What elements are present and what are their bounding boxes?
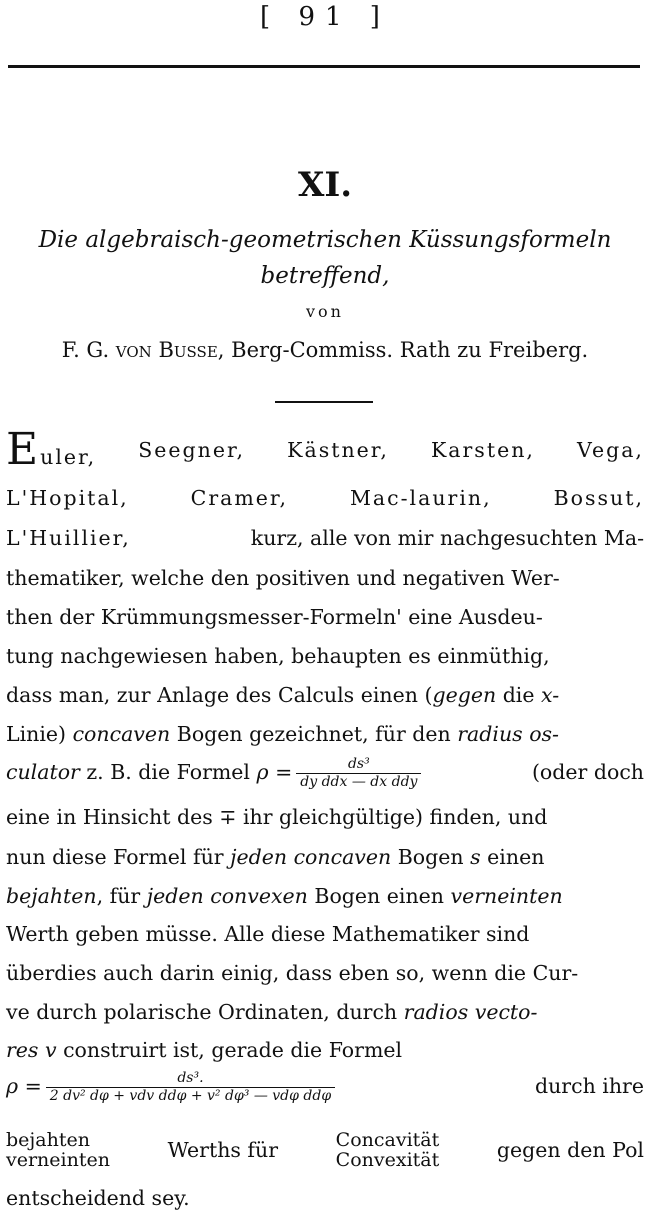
text-line: überdies auch darin einig, dass eben so, wenn die Cur- bbox=[6, 961, 579, 985]
text-line: thematiker, welche den positiven und negativen Wer- bbox=[6, 566, 560, 590]
text-line-formula-2: ρ = $\frac{\text{ds³.}}{\text{2 dv² dφ + vdv ddφ + v² dφ³ — vdφ ddφ}}$ durch ihre bbox=[6, 1070, 644, 1104]
text-line: eine in Hinsicht des ∓ ihr gleichgültige) finden, und bbox=[6, 805, 548, 829]
header-rule bbox=[8, 65, 640, 68]
chapter-number: XI. bbox=[297, 165, 353, 205]
text-line: bejahten, für jeden convexen Bogen einen verneinten bbox=[6, 884, 563, 908]
byline-von: von bbox=[306, 302, 344, 321]
text-line: Werth geben müsse. Alle diese Mathematiker sind bbox=[6, 922, 530, 946]
text-line: dass man, zur Anlage des Calculs einen (gegen die x- bbox=[6, 683, 560, 707]
author-affiliation: , Berg-Commiss. Rath zu Freiberg. bbox=[217, 338, 589, 362]
text-line: ve durch polarische Ordinaten, durch radios vecto- bbox=[6, 1000, 538, 1024]
article-title-line-2: betreffend, bbox=[260, 263, 390, 289]
article-title-line-1: Die algebraisch-geometrischen Küssungsformeln bbox=[38, 227, 612, 253]
text-line: L'Huillier, kurz, alle von mir nachgesuchten Ma- bbox=[6, 526, 644, 550]
radius-formula: $\frac{\text{ds³}}{\text{dy ddx — dx ddy}}$ bbox=[296, 756, 421, 791]
author-name: F. G. von Busse bbox=[61, 338, 218, 362]
page-number: [ 91 ] bbox=[260, 2, 390, 32]
polar-formula: $\frac{\text{ds³.}}{\text{2 dv² dφ + vdv ddφ + v² dφ³ — vdφ ddφ}}$ bbox=[46, 1070, 335, 1105]
text-line: then der Krümmungsmesser-Formeln' eine Ausdeu- bbox=[6, 605, 543, 629]
author-line bbox=[0, 338, 650, 362]
text-line: nun diese Formel für jeden concaven Bogen s einen bbox=[6, 845, 545, 869]
stacked-choice-1: bejahten verneinten bbox=[6, 1129, 110, 1171]
drop-cap: E bbox=[6, 424, 41, 475]
text-line: Euler, Seegner, Kästner, Karsten, Vega, bbox=[6, 424, 644, 475]
text-line: tung nachgewiesen haben, behaupten es einmüthig, bbox=[6, 644, 550, 668]
stacked-choice-2: Concavität Convexität bbox=[335, 1129, 440, 1171]
text-line: entscheidend sey. bbox=[6, 1186, 190, 1210]
text-line: Linie) concaven Bogen gezeichnet, für den radius os- bbox=[6, 722, 559, 746]
article-title bbox=[20, 222, 630, 294]
text-line: res v construirt ist, gerade die Formel bbox=[6, 1038, 403, 1062]
section-divider bbox=[275, 401, 373, 403]
text-line-stacked: bejahten verneinten Werths für Concavität Convexität gegen den Pol bbox=[6, 1129, 644, 1171]
text-line: L'Hopital, Cramer, Mac-laurin, Bossut, bbox=[6, 486, 644, 510]
text-line-formula-1: culator z. B. die Formel ρ = $\frac{\text{ds³}}{\text{dy ddx — dx ddy}}$ (oder doch bbox=[6, 756, 644, 790]
